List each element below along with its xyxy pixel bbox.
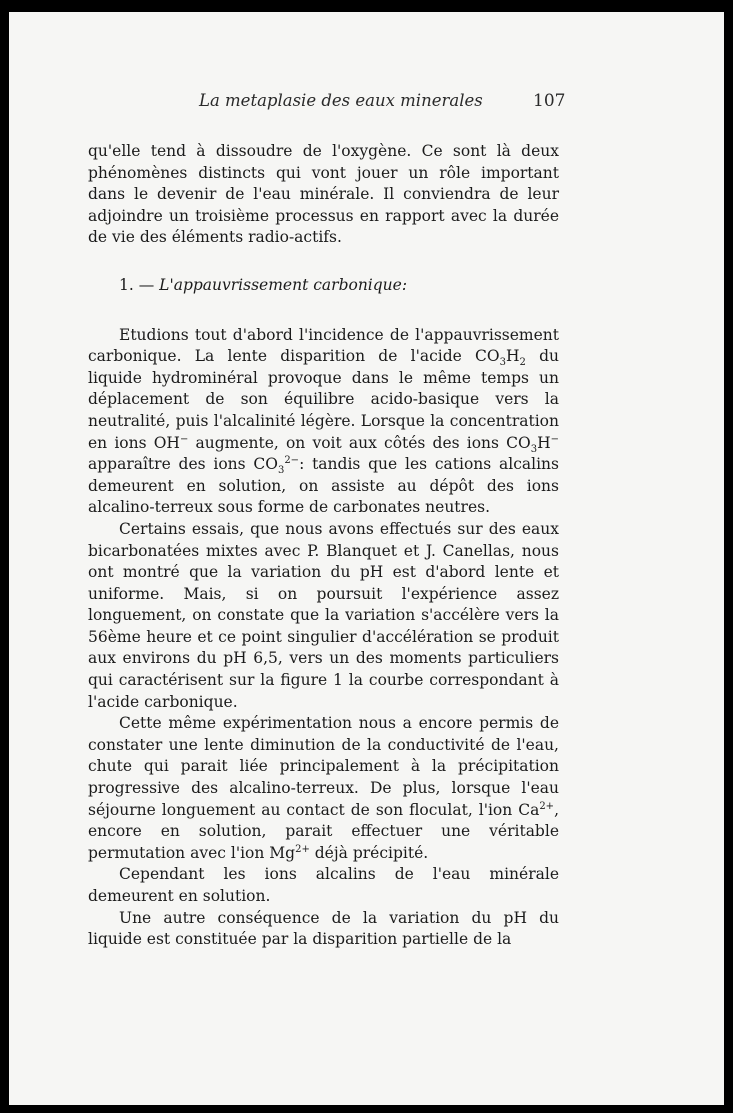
superscript: 2+ (539, 800, 555, 812)
paragraph-1 (88, 325, 559, 519)
superscript: − (550, 433, 559, 445)
subscript: 3 (530, 443, 538, 455)
subscript: 3 (499, 357, 506, 369)
section-heading (88, 275, 559, 297)
text-run: : tandis que les cations alcalins demeurent en solution, on assiste au dépôt des ions alcalino-terreux sous forme de carbonates neutres. (88, 455, 559, 517)
text-run: Cette même expérimentation nous a encore permis de constater une lente diminution de la conductivité de l'eau, chute qui parait liée principalement à la précipitation progressive des alcalino-terreux. De plus, lorsque l'eau séjourne longuement au contact de son floculat, l'ion Ca (88, 714, 559, 819)
superscript: 2− (284, 454, 300, 466)
page-number: 107 (533, 91, 566, 111)
paragraph-5: Une autre conséquence de la variation du pH du liquide est constituée par la disparition partielle de la (88, 908, 559, 949)
text-run: apparaître des ions CO (88, 455, 278, 474)
superscript: − (179, 433, 189, 445)
paragraph-3 (88, 713, 559, 864)
text-run: H (537, 433, 551, 452)
text-run: , encore en solution, parait effectuer une véritable permutation avec l'ion Mg (88, 800, 559, 862)
section-title: L'appauvrissement carbonique: (159, 275, 408, 294)
body-text (88, 141, 559, 951)
running-title: La metaplasie des eaux minerales (199, 91, 483, 110)
text-run: augmente, on voit aux côtés des ions CO (188, 433, 531, 452)
text-run: Etudions tout d'abord l'incidence de l'appauvrissement carbonique. La lente disparition de l'acide CO (88, 325, 559, 366)
page-header (9, 91, 724, 115)
paragraph-continuation: qu'elle tend à dissoudre de l'oxygène. Ce sont là deux phénomènes distincts qui vont jouer un rôle important dans le devenir de l'eau minérale. Il conviendra de leur adjoindre un troisième processus en rapport avec la durée de vie des éléments radio-actifs. (88, 142, 559, 247)
subscript: 2 (519, 357, 526, 369)
document-page (9, 12, 724, 1105)
text-run: H (505, 347, 520, 366)
paragraph-4: Cependant les ions alcalins de l'eau minérale demeurent en solution. (88, 865, 559, 905)
text-run: déjà précipité. (309, 843, 429, 862)
paragraph-2: Certains essais, que nous avons effectués sur des eaux bicarbonatées mixtes avec P. Blanquet et J. Canellas, nous ont montré que la variation du pH est d'abord lente et uniforme. Mais, si on poursuit l'expérience assez longuement, on constate que la variation s'accélère vers la 56ème heure et ce point singulier d'accélération se produit aux environs du pH 6,5, vers un des moments particuliers qui caractérisent sur la figure 1 la courbe correspondant à l'acide carbonique. (88, 519, 559, 711)
superscript: 2+ (295, 843, 310, 855)
text-run: du liquide hydrominéral provoque dans le même temps un déplacement de son équilibre acido-basique vers la neutralité, puis l'alcalinité légère. Lorsque la concentration en ions OH (88, 347, 559, 452)
section-number: 1. — (119, 275, 155, 294)
subscript: 3 (277, 465, 285, 477)
